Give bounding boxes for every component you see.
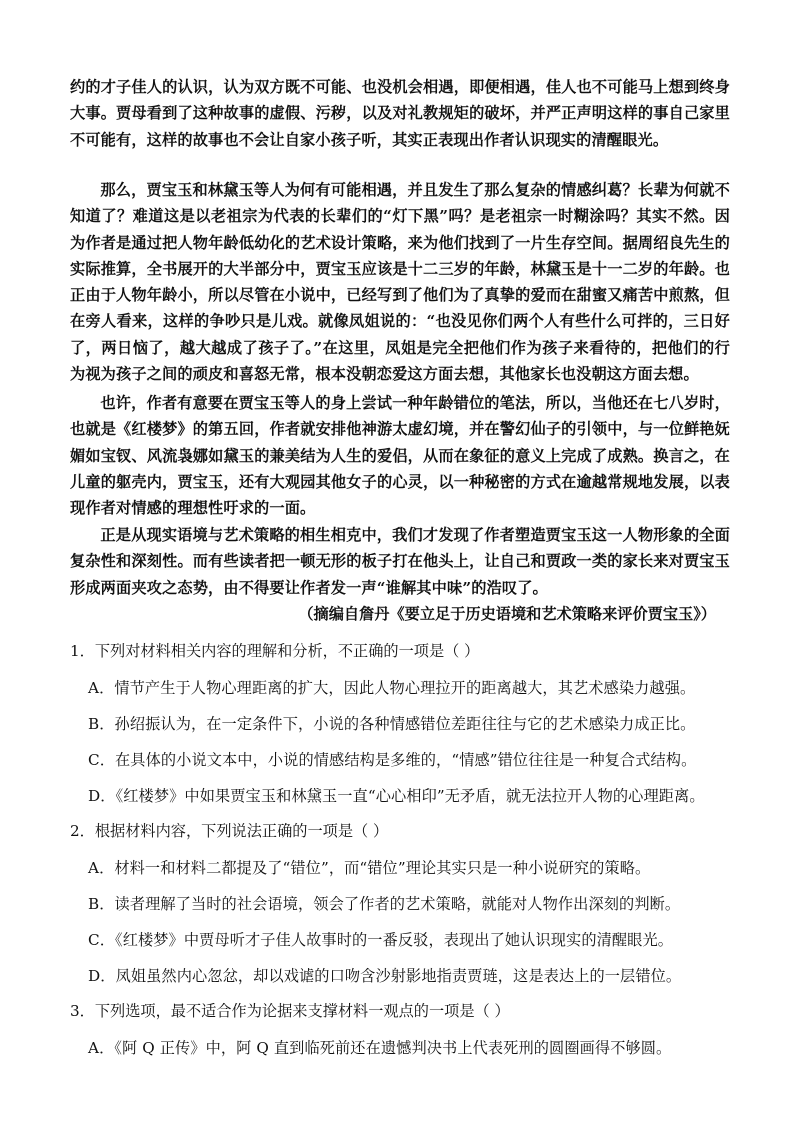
question-3-stem: 3．下列选项，最不适合作为论据来支撑材料一观点的一项是（ ） bbox=[70, 1002, 510, 1020]
question-2-option-b[interactable]: B．读者理解了当时的社会语境，领会了作者的艺术策略，就能对人物作出深刻的判断。 bbox=[88, 895, 681, 913]
question-1-option-c[interactable]: C．在具体的小说文本中，小说的情感结构是多维的，“情感”错位往往是一种复合式结构。 bbox=[88, 751, 697, 769]
question-3-option-a[interactable]: A．《阿 Q 正传》中，阿 Q 直到临死前还在遗憾判决书上代表死刑的圆圈画得不够圆。 bbox=[88, 1039, 672, 1057]
question-1-option-d[interactable]: D．《红楼梦》中如果贾宝玉和林黛玉一直“心心相印”无矛盾，就无法拉开人物的心理距离。 bbox=[88, 787, 705, 805]
passage-paragraph-2: 那么，贾宝玉和林黛玉等人为何有可能相遇，并且发生了那么复杂的情感纠葛？长辈为何就不知道了？难道这是以老祖宗为代表的长辈们的“灯下黑”吗？是老祖宗一时糊涂吗？其实不然。因为作者是通过把人物年龄低幼化的艺术设计策略，来为他们找到了一片生存空间。据周绍良先生的实际推算，全书展开的大半部分中，贾宝玉应该是十二三岁的年龄，林黛玉是十一二岁的年龄。也正由于人物年龄小，所以尽管在小说中，已经写到了他们为了真挚的爱而在甜蜜又痛苦中煎熬，但在旁人看来，这样的争吵只是儿戏。就像凤姐说的：“也没见你们两个人有些什么可拌的，三日好了，两日恼了，越大越成了孩子了。”在这里，凤姐是完全把他们作为孩子来看待的，把他们的行为视为孩子之间的顽皮和喜怒无常，根本没朝恋爱这方面去想，其他家长也没朝这方面去想。 bbox=[70, 181, 730, 384]
passage-paragraph-3: 也许，作者有意要在贾宝玉等人的身上尝试一种年龄错位的笔法，所以，当他还在七八岁时，也就是《红楼梦》的第五回，作者就安排他神游太虚幻境，并在警幻仙子的引领中，与一位鲜艳妩媚如宝钗、风流袅娜如黛玉的兼美结为人生的爱侣，从而在象征的意义上完成了成熟。换言之，在儿童的躯壳内，贾宝玉，还有大观园其他女子的心灵，以一种秘密的方式在逾越常规地发展，以表现作者对情感的理想性吁求的一面。 bbox=[70, 394, 730, 518]
question-1-option-b[interactable]: B．孙绍振认为，在一定条件下，小说的各种情感错位差距往往与它的艺术感染力成正比。 bbox=[88, 715, 696, 733]
question-2-stem: 2．根据材料内容，下列说法正确的一项是（ ） bbox=[70, 822, 389, 840]
passage-source-citation: （摘编自詹丹《要立足于历史语境和艺术策略来评价贾宝玉》） bbox=[298, 605, 716, 623]
passage-paragraph-4: 正是从现实语境与艺术策略的相生相克中，我们才发现了作者塑造贾宝玉这一人物形象的全面复杂性和深刻性。而有些读者把一顿无形的板子打在他头上，让自己和贾政一类的家长来对贾宝玉形成两面夹攻之态势，由不得要让作者发一声“谁解其中味”的浩叹了。 bbox=[70, 526, 730, 597]
question-1-option-a[interactable]: A．情节产生于人物心理距离的扩大，因此人物心理拉开的距离越大，其艺术感染力越强。 bbox=[88, 679, 696, 697]
question-2-option-a[interactable]: A．材料一和材料二都提及了“错位”，而“错位”理论其实只是一种小说研究的策略。 bbox=[88, 859, 651, 877]
question-2-option-c[interactable]: C．《红楼梦》中贾母听才子佳人故事时的一番反驳，表现出了她认识现实的清醒眼光。 bbox=[88, 931, 674, 949]
passage-paragraph-1: 约的才子佳人的认识，认为双方既不可能、也没机会相遇，即便相遇，佳人也不可能马上想到终身大事。贾母看到了这种故事的虚假、污秽，以及对礼教规矩的破坏，并严正声明这样的事自己家里不可能有，这样的故事也不会让自家小孩子听，其实正表现出作者认识现实的清醒眼光。 bbox=[70, 78, 730, 149]
question-1-stem: 1．下列对材料相关内容的理解和分析，不正确的一项是（ ） bbox=[70, 642, 480, 660]
question-2-option-d[interactable]: D．凤姐虽然内心忽忿，却以戏谑的口吻含沙射影地指责贾琏，这是表达上的一层错位。 bbox=[88, 967, 682, 985]
